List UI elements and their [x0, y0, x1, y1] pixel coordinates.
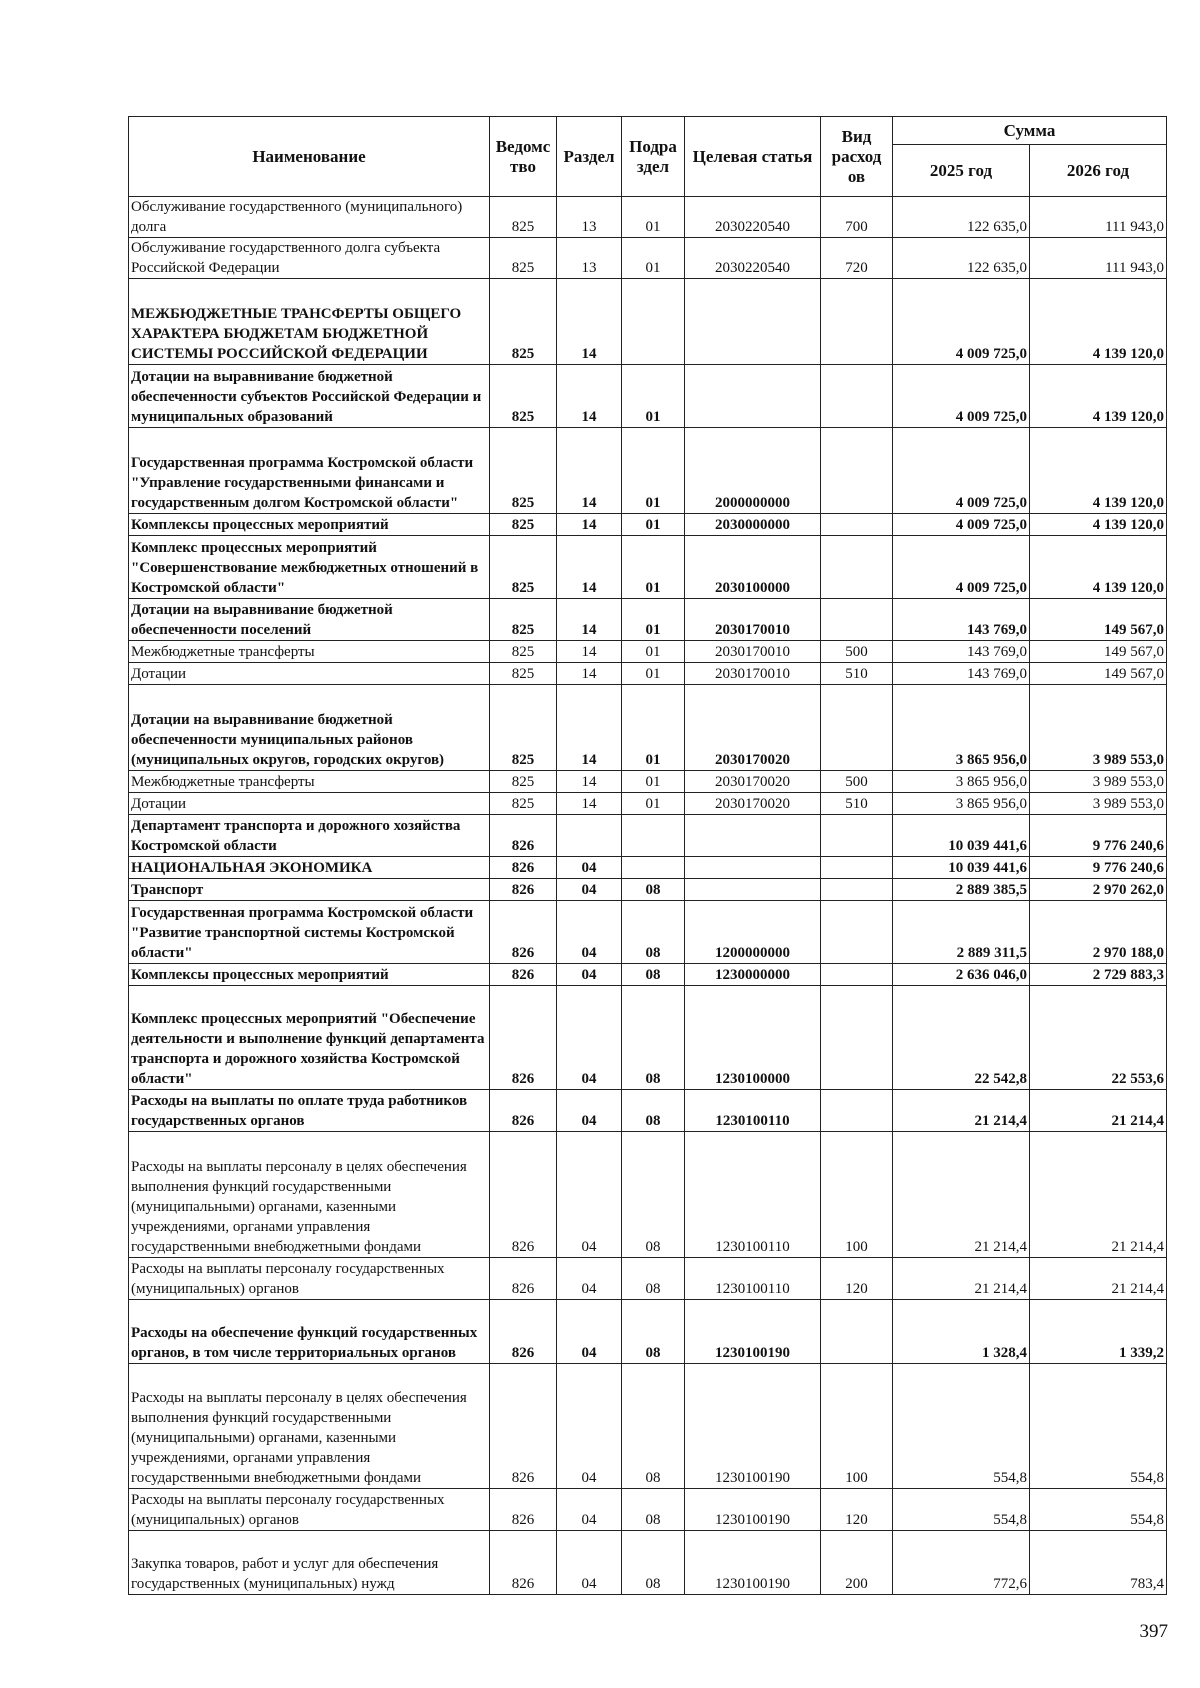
cell-vid: [821, 901, 893, 964]
cell-2025: 2 889 311,5: [893, 901, 1030, 964]
table-row: [129, 1531, 1167, 1595]
cell-2026: 149 567,0: [1030, 663, 1167, 685]
cell-ved: 826: [490, 901, 557, 964]
cell-razdel: 04: [557, 901, 622, 964]
cell-razdel: 04: [557, 986, 622, 1090]
cell-name: Комплексы процессных мероприятий: [129, 964, 490, 986]
cell-razdel: 14: [557, 428, 622, 514]
cell-vid: 700: [821, 197, 893, 238]
cell-celevaya: 1230100110: [685, 1258, 821, 1300]
table-row: [129, 986, 1167, 1090]
cell-vid: 120: [821, 1489, 893, 1531]
header-year-2025: 2025 год: [893, 145, 1030, 197]
header-year-2026: 2026 год: [1030, 145, 1167, 197]
cell-ved: 825: [490, 197, 557, 238]
cell-podrazdel: 08: [622, 879, 685, 901]
cell-celevaya: 1230100190: [685, 1300, 821, 1364]
table-row: [129, 663, 1167, 685]
table-row: [129, 599, 1167, 641]
cell-name: Транспорт: [129, 879, 490, 901]
cell-2025: 122 635,0: [893, 197, 1030, 238]
cell-celevaya: [685, 815, 821, 857]
cell-name: Дотации на выравнивание бюджетной обеспеченности субъектов Российской Федерации и муниципальных образований: [129, 365, 490, 428]
cell-ved: 826: [490, 1258, 557, 1300]
cell-celevaya: 1230100190: [685, 1531, 821, 1595]
cell-name: Расходы на выплаты персоналу в целях обеспечения выполнения функций государственными (муниципальными) органами, казенными учреждениями, органами управления государственными внебюджетными фондами: [129, 1364, 490, 1489]
table-row: [129, 901, 1167, 964]
cell-2026: 2 729 883,3: [1030, 964, 1167, 986]
cell-celevaya: 2030170020: [685, 793, 821, 815]
table-row: [129, 793, 1167, 815]
cell-ved: 825: [490, 365, 557, 428]
table-row: [129, 279, 1167, 365]
cell-ved: 826: [490, 964, 557, 986]
header-summa: Сумма: [893, 117, 1167, 145]
cell-2025: 4 009 725,0: [893, 536, 1030, 599]
table-row: [129, 964, 1167, 986]
cell-podrazdel: 01: [622, 514, 685, 536]
cell-name: Обслуживание государственного долга субъекта Российской Федерации: [129, 238, 490, 279]
table-row: [129, 815, 1167, 857]
cell-name: Государственная программа Костромской области "Управление государственными финансами и государственным долгом Костромской области": [129, 428, 490, 514]
cell-name: Комплекс процессных мероприятий "Совершенствование межбюджетных отношений в Костромской области": [129, 536, 490, 599]
table-row: [129, 428, 1167, 514]
cell-vid: [821, 279, 893, 365]
cell-celevaya: 1200000000: [685, 901, 821, 964]
cell-name: Комплексы процессных мероприятий: [129, 514, 490, 536]
cell-2026: 4 139 120,0: [1030, 279, 1167, 365]
table-header: [129, 117, 1167, 197]
cell-2025: 21 214,4: [893, 1132, 1030, 1258]
cell-2025: 143 769,0: [893, 641, 1030, 663]
table-row: [129, 514, 1167, 536]
cell-2026: 21 214,4: [1030, 1258, 1167, 1300]
table-row: [129, 197, 1167, 238]
cell-name: Дотации: [129, 793, 490, 815]
table-row: [129, 857, 1167, 879]
cell-name: Межбюджетные трансферты: [129, 771, 490, 793]
cell-razdel: 14: [557, 641, 622, 663]
cell-ved: 825: [490, 663, 557, 685]
cell-name: Расходы на выплаты по оплате труда работников государственных органов: [129, 1090, 490, 1132]
cell-2025: 3 865 956,0: [893, 793, 1030, 815]
cell-celevaya: [685, 857, 821, 879]
cell-vid: [821, 599, 893, 641]
cell-celevaya: 2000000000: [685, 428, 821, 514]
cell-vid: [821, 428, 893, 514]
cell-podrazdel: 01: [622, 685, 685, 771]
cell-razdel: 04: [557, 1531, 622, 1595]
cell-ved: 826: [490, 1531, 557, 1595]
cell-celevaya: 2030170010: [685, 641, 821, 663]
cell-vid: [821, 815, 893, 857]
cell-2026: 111 943,0: [1030, 197, 1167, 238]
cell-2026: 4 139 120,0: [1030, 365, 1167, 428]
cell-razdel: 14: [557, 365, 622, 428]
cell-name: Расходы на выплаты персоналу государственных (муниципальных) органов: [129, 1258, 490, 1300]
cell-ved: 826: [490, 815, 557, 857]
cell-razdel: 04: [557, 964, 622, 986]
cell-celevaya: [685, 279, 821, 365]
cell-ved: 825: [490, 641, 557, 663]
cell-name: Комплекс процессных мероприятий "Обеспечение деятельности и выполнение функций департамента транспорта и дорожного хозяйства Костромской области": [129, 986, 490, 1090]
cell-podrazdel: 08: [622, 1300, 685, 1364]
cell-podrazdel: 01: [622, 238, 685, 279]
table-row: [129, 536, 1167, 599]
cell-2025: 22 542,8: [893, 986, 1030, 1090]
cell-vid: 100: [821, 1132, 893, 1258]
header-podrazdel: Подра здел: [622, 117, 685, 197]
cell-razdel: 04: [557, 857, 622, 879]
cell-podrazdel: 08: [622, 1258, 685, 1300]
cell-2026: 783,4: [1030, 1531, 1167, 1595]
cell-vid: [821, 857, 893, 879]
cell-ved: 826: [490, 879, 557, 901]
cell-ved: 826: [490, 1364, 557, 1489]
cell-celevaya: 2030170010: [685, 599, 821, 641]
cell-2026: 3 989 553,0: [1030, 793, 1167, 815]
cell-celevaya: 2030100000: [685, 536, 821, 599]
header-ved: Ведомс тво: [490, 117, 557, 197]
cell-2026: 554,8: [1030, 1364, 1167, 1489]
table-row: [129, 1132, 1167, 1258]
cell-name: Дотации на выравнивание бюджетной обеспеченности муниципальных районов (муниципальных округов, городских округов): [129, 685, 490, 771]
cell-podrazdel: 08: [622, 901, 685, 964]
cell-celevaya: [685, 879, 821, 901]
cell-2025: 143 769,0: [893, 599, 1030, 641]
cell-podrazdel: 01: [622, 428, 685, 514]
cell-podrazdel: 01: [622, 197, 685, 238]
header-vid: Вид расход ов: [821, 117, 893, 197]
cell-2026: 111 943,0: [1030, 238, 1167, 279]
cell-podrazdel: 08: [622, 986, 685, 1090]
table-row: [129, 771, 1167, 793]
table-row: [129, 641, 1167, 663]
cell-celevaya: 2030170010: [685, 663, 821, 685]
cell-2026: 21 214,4: [1030, 1132, 1167, 1258]
header-name: Наименование: [129, 117, 490, 197]
cell-name: Расходы на обеспечение функций государственных органов, в том числе территориальных органов: [129, 1300, 490, 1364]
cell-razdel: 04: [557, 1300, 622, 1364]
cell-2026: 1 339,2: [1030, 1300, 1167, 1364]
header-razdel: Раздел: [557, 117, 622, 197]
cell-ved: 825: [490, 514, 557, 536]
cell-celevaya: 1230100190: [685, 1364, 821, 1489]
cell-razdel: 13: [557, 238, 622, 279]
cell-vid: 510: [821, 793, 893, 815]
cell-celevaya: 2030220540: [685, 238, 821, 279]
cell-podrazdel: 01: [622, 365, 685, 428]
table-body: [129, 197, 1167, 1595]
table-row: [129, 879, 1167, 901]
cell-razdel: 14: [557, 536, 622, 599]
cell-name: Межбюджетные трансферты: [129, 641, 490, 663]
cell-2025: 21 214,4: [893, 1258, 1030, 1300]
cell-name: Обслуживание государственного (муниципального) долга: [129, 197, 490, 238]
cell-razdel: 04: [557, 1258, 622, 1300]
cell-podrazdel: [622, 815, 685, 857]
cell-razdel: 04: [557, 1489, 622, 1531]
cell-podrazdel: 08: [622, 1489, 685, 1531]
cell-name: НАЦИОНАЛЬНАЯ ЭКОНОМИКА: [129, 857, 490, 879]
cell-podrazdel: 01: [622, 599, 685, 641]
cell-2025: 10 039 441,6: [893, 815, 1030, 857]
cell-razdel: 14: [557, 771, 622, 793]
cell-vid: 510: [821, 663, 893, 685]
cell-razdel: 13: [557, 197, 622, 238]
cell-podrazdel: 01: [622, 663, 685, 685]
cell-ved: 825: [490, 599, 557, 641]
cell-ved: 826: [490, 1300, 557, 1364]
cell-razdel: 04: [557, 1090, 622, 1132]
table-row: [129, 685, 1167, 771]
cell-podrazdel: 08: [622, 1531, 685, 1595]
page-number: 397: [1139, 1621, 1168, 1642]
cell-razdel: 14: [557, 685, 622, 771]
cell-celevaya: 1230100000: [685, 986, 821, 1090]
cell-2025: 3 865 956,0: [893, 685, 1030, 771]
cell-2025: 554,8: [893, 1364, 1030, 1489]
cell-podrazdel: 08: [622, 1090, 685, 1132]
cell-2026: 4 139 120,0: [1030, 428, 1167, 514]
table-row: [129, 1300, 1167, 1364]
cell-name: Дотации на выравнивание бюджетной обеспеченности поселений: [129, 599, 490, 641]
cell-ved: 826: [490, 1090, 557, 1132]
cell-ved: 826: [490, 1132, 557, 1258]
cell-vid: [821, 1090, 893, 1132]
cell-podrazdel: 08: [622, 964, 685, 986]
cell-celevaya: 1230100110: [685, 1132, 821, 1258]
cell-2026: 21 214,4: [1030, 1090, 1167, 1132]
cell-podrazdel: 08: [622, 1132, 685, 1258]
cell-2026: 149 567,0: [1030, 599, 1167, 641]
cell-vid: [821, 514, 893, 536]
table-row: [129, 1489, 1167, 1531]
cell-celevaya: 2030000000: [685, 514, 821, 536]
cell-razdel: 14: [557, 793, 622, 815]
cell-razdel: [557, 815, 622, 857]
cell-vid: [821, 964, 893, 986]
budget-table: [128, 116, 1167, 1595]
cell-celevaya: 2030170020: [685, 771, 821, 793]
cell-podrazdel: [622, 857, 685, 879]
cell-2026: 4 139 120,0: [1030, 514, 1167, 536]
cell-podrazdel: 01: [622, 771, 685, 793]
cell-razdel: 04: [557, 1364, 622, 1489]
cell-2025: 21 214,4: [893, 1090, 1030, 1132]
cell-ved: 825: [490, 536, 557, 599]
table-row: [129, 365, 1167, 428]
cell-celevaya: 2030220540: [685, 197, 821, 238]
cell-vid: 100: [821, 1364, 893, 1489]
cell-name: Расходы на выплаты персоналу в целях обеспечения выполнения функций государственными (муниципальными) органами, казенными учреждениями, органами управления государственными внебюджетными фондами: [129, 1132, 490, 1258]
cell-2025: 4 009 725,0: [893, 365, 1030, 428]
cell-2025: 122 635,0: [893, 238, 1030, 279]
table-row: [129, 1258, 1167, 1300]
cell-ved: 826: [490, 986, 557, 1090]
cell-podrazdel: [622, 279, 685, 365]
cell-2026: 2 970 262,0: [1030, 879, 1167, 901]
cell-name: Закупка товаров, работ и услуг для обеспечения государственных (муниципальных) нужд: [129, 1531, 490, 1595]
cell-ved: 826: [490, 857, 557, 879]
cell-razdel: 04: [557, 879, 622, 901]
cell-razdel: 14: [557, 514, 622, 536]
cell-2026: 22 553,6: [1030, 986, 1167, 1090]
table-row: [129, 1090, 1167, 1132]
cell-vid: [821, 685, 893, 771]
table-row: [129, 1364, 1167, 1489]
cell-vid: [821, 365, 893, 428]
cell-2025: 3 865 956,0: [893, 771, 1030, 793]
cell-2025: 2 636 046,0: [893, 964, 1030, 986]
cell-razdel: 04: [557, 1132, 622, 1258]
cell-podrazdel: 01: [622, 641, 685, 663]
cell-2025: 772,6: [893, 1531, 1030, 1595]
cell-name: МЕЖБЮДЖЕТНЫЕ ТРАНСФЕРТЫ ОБЩЕГО ХАРАКТЕРА БЮДЖЕТАМ БЮДЖЕТНОЙ СИСТЕМЫ РОССИЙСКОЙ ФЕДЕРАЦИИ: [129, 279, 490, 365]
cell-ved: 825: [490, 238, 557, 279]
cell-2026: 4 139 120,0: [1030, 536, 1167, 599]
table-row: [129, 238, 1167, 279]
cell-2025: 4 009 725,0: [893, 428, 1030, 514]
cell-2026: 2 970 188,0: [1030, 901, 1167, 964]
cell-ved: 825: [490, 771, 557, 793]
cell-vid: [821, 536, 893, 599]
cell-ved: 825: [490, 428, 557, 514]
cell-razdel: 14: [557, 599, 622, 641]
cell-podrazdel: 01: [622, 793, 685, 815]
cell-celevaya: 1230100190: [685, 1489, 821, 1531]
cell-2026: 149 567,0: [1030, 641, 1167, 663]
cell-podrazdel: 08: [622, 1364, 685, 1489]
cell-celevaya: 1230000000: [685, 964, 821, 986]
cell-2026: 3 989 553,0: [1030, 771, 1167, 793]
cell-2026: 3 989 553,0: [1030, 685, 1167, 771]
header-celevaya: Целевая статья: [685, 117, 821, 197]
cell-name: Государственная программа Костромской области "Развитие транспортной системы Костромской области": [129, 901, 490, 964]
cell-vid: 500: [821, 771, 893, 793]
cell-vid: [821, 986, 893, 1090]
cell-ved: 825: [490, 279, 557, 365]
cell-podrazdel: 01: [622, 536, 685, 599]
cell-2025: 1 328,4: [893, 1300, 1030, 1364]
cell-ved: 826: [490, 1489, 557, 1531]
cell-2025: 4 009 725,0: [893, 514, 1030, 536]
cell-razdel: 14: [557, 663, 622, 685]
cell-vid: 120: [821, 1258, 893, 1300]
cell-2026: 9 776 240,6: [1030, 857, 1167, 879]
cell-name: Расходы на выплаты персоналу государственных (муниципальных) органов: [129, 1489, 490, 1531]
cell-vid: 200: [821, 1531, 893, 1595]
cell-name: Дотации: [129, 663, 490, 685]
cell-2025: 4 009 725,0: [893, 279, 1030, 365]
cell-vid: 720: [821, 238, 893, 279]
cell-razdel: 14: [557, 279, 622, 365]
cell-2026: 554,8: [1030, 1489, 1167, 1531]
cell-name: Департамент транспорта и дорожного хозяйства Костромской области: [129, 815, 490, 857]
cell-ved: 825: [490, 793, 557, 815]
cell-celevaya: 2030170020: [685, 685, 821, 771]
cell-ved: 825: [490, 685, 557, 771]
cell-2025: 554,8: [893, 1489, 1030, 1531]
cell-2025: 2 889 385,5: [893, 879, 1030, 901]
cell-2026: 9 776 240,6: [1030, 815, 1167, 857]
cell-2025: 10 039 441,6: [893, 857, 1030, 879]
cell-vid: 500: [821, 641, 893, 663]
cell-celevaya: 1230100110: [685, 1090, 821, 1132]
cell-2025: 143 769,0: [893, 663, 1030, 685]
cell-vid: [821, 879, 893, 901]
cell-vid: [821, 1300, 893, 1364]
cell-celevaya: [685, 365, 821, 428]
